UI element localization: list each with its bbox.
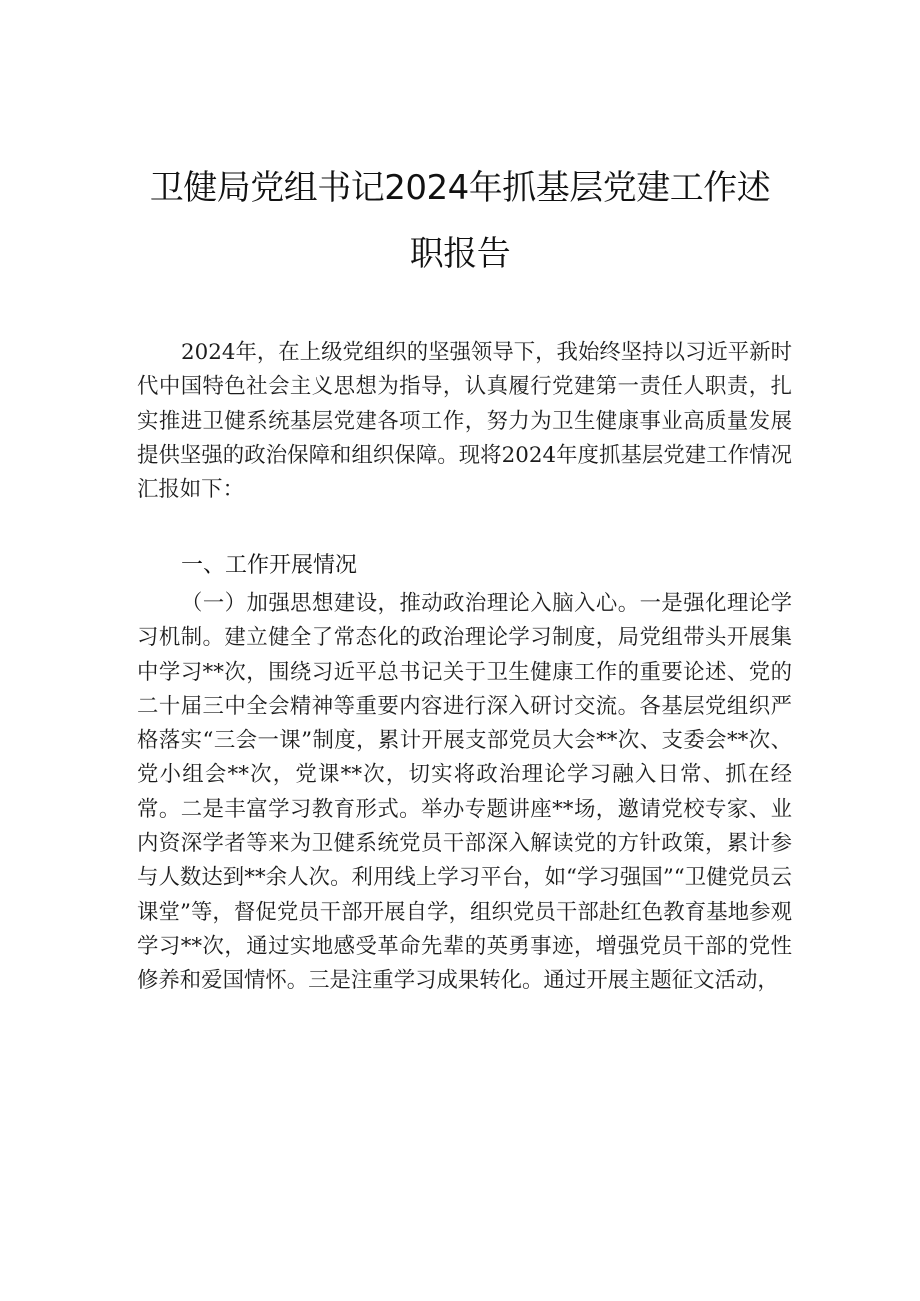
section1-paragraph: （一）加强思想建设，推动政治理论入脑入心。一是强化理论学习机制。建立健全了常态化的政治理论学习制度，局党组带头开展集中学习**次，围绕习近平总书记关于卫生健康工作的重要论述、党的二十届三中全会精神等重要内容进行深入研讨交流。各基层党组织严格落实“三会一课”制度，累计开展支部党员大会**次、支委会**次、党小组会**次，党课**次，切实将政治理论学习融入日常、抓在经常。二是丰富学习教育形式。举办专题讲座**场，邀请党校专家、业内资深学者等来为卫健系统党员干部深入解读党的方针政策，累计参与人数达到**余人次。利用线上学习平台，如“学习强国”“卫健党员云课堂”等，督促党员干部开展自学，组织党员干部赴红色教育基地参观学习**次，通过实地感受革命先辈的英勇事迹，增强党员干部的党性修养和爱国情怀。三是注重学习成果转化。通过开展主题征文活动， (137, 591, 792, 994)
document-title-line-2: 职报告 (409, 234, 511, 274)
intro-paragraph: 2024年，在上级党组织的坚强领导下，我始终坚持以习近平新时代中国特色社会主义思想为指导，认真履行党建第一责任人职责，扎实推进卫健系统基层党建各项工作，努力为卫生健康事业高质量发展提供坚强的政治保障和组织保障。现将2024年度抓基层党建工作情况汇报如下： (137, 340, 792, 503)
document-title-line-1: 卫健局党组书记2024年抓基层党建工作述 (149, 168, 771, 208)
intro-paragraph-block (137, 336, 792, 507)
section-heading-work-progress: 一、工作开展情况 (181, 553, 358, 578)
section1-paragraph-block (137, 587, 792, 999)
